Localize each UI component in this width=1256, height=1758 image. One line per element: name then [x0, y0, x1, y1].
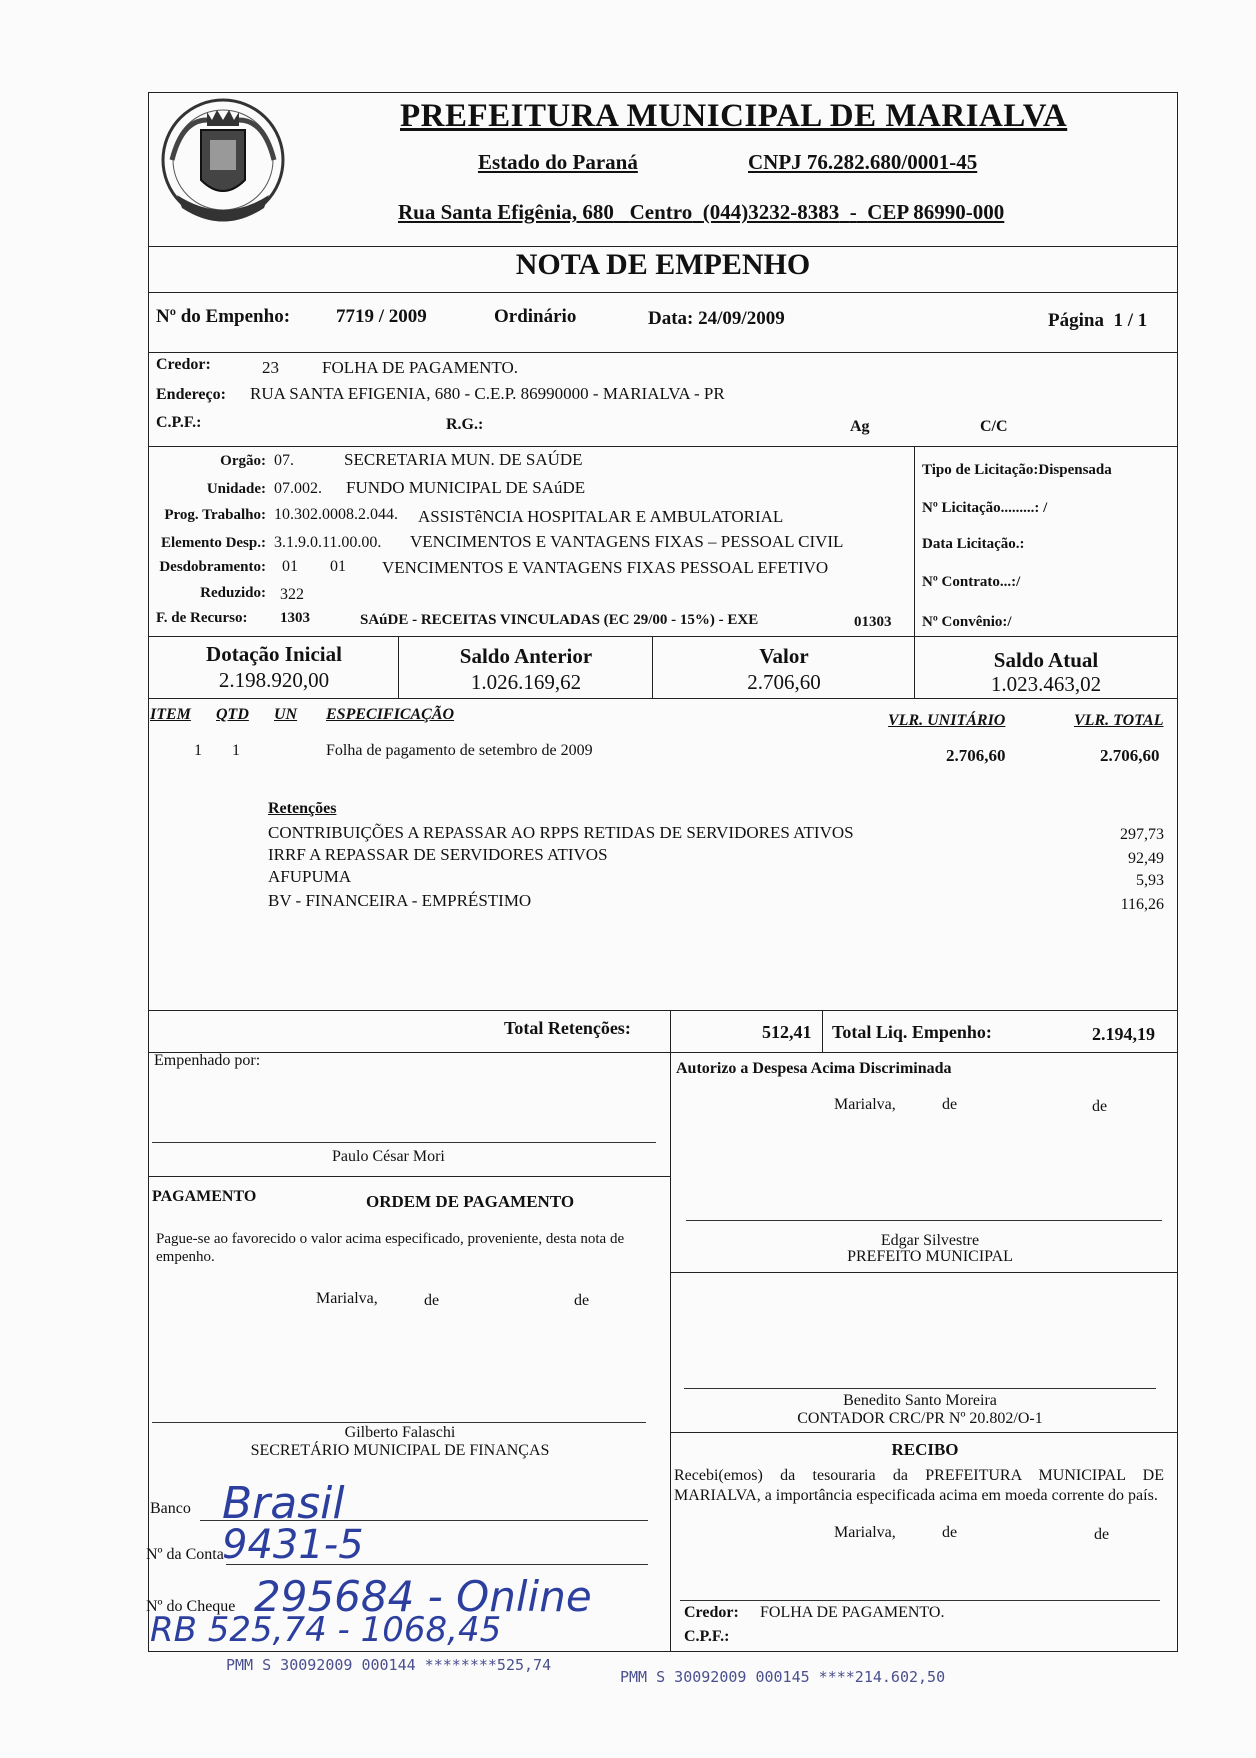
- valor-label: Valor: [759, 644, 809, 668]
- handwritten-note: RB 525,74 - 1068,45: [150, 1610, 502, 1650]
- pagamento-text: Pague-se ao favorecido o valor acima especificado, proveniente, desta nota de empenho.: [156, 1231, 625, 1265]
- divider: [148, 1176, 670, 1177]
- col-espec: ESPECIFICAÇÃO: [326, 706, 455, 723]
- prog: ASSISTêNCIA HOSPITALAR E AMBULATORIAL: [418, 507, 784, 526]
- divider: [914, 636, 915, 698]
- empenho-number: 7719 / 2009: [336, 306, 427, 327]
- prefeito-role: PREFEITO MUNICIPAL: [847, 1248, 1013, 1265]
- autorizo-de: de: [942, 1096, 958, 1113]
- cc-label: C/C: [980, 418, 1008, 435]
- unidade-code: 07.002.: [274, 480, 322, 497]
- fonte: SAúDE - RECEITAS VINCULADAS (EC 29/00 - 15%) - EXE: [360, 612, 759, 628]
- recibo-de: de: [942, 1524, 958, 1541]
- atual-label: Saldo Atual: [993, 648, 1099, 672]
- col-unit: VLR. UNITÁRIO: [888, 712, 1006, 729]
- banco-label: Banco: [150, 1500, 191, 1517]
- credor-code: 23: [262, 358, 279, 377]
- prefeito-name: Edgar Silvestre: [880, 1232, 980, 1249]
- credor-address: RUA SANTA EFIGENIA, 680 - C.E.P. 86990000 - MARIALVA - PR: [250, 384, 725, 403]
- address-label: Endereço:: [156, 386, 226, 403]
- elemento: VENCIMENTOS E VANTAGENS FIXAS – PESSOAL CIVIL: [410, 532, 844, 551]
- divider: [670, 1432, 1178, 1433]
- atual-value: 1.023.463,02: [990, 672, 1102, 696]
- divider: [148, 292, 1178, 293]
- cheque-value: 295684 - Online: [254, 1572, 592, 1621]
- secretario-role: SECRETÁRIO MUNICIPAL DE FINANÇAS: [250, 1442, 550, 1459]
- field-line: [200, 1520, 648, 1521]
- recibo-credor: FOLHA DE PAGAMENTO.: [760, 1604, 945, 1621]
- coat-of-arms: [152, 90, 294, 238]
- divider: [670, 1272, 1178, 1273]
- col-item: ITEM: [150, 706, 191, 723]
- rg-label: R.G.:: [446, 416, 484, 433]
- tipo-licitacao: Tipo de Licitação:Dispensada: [922, 462, 1112, 478]
- retencao-value: 92,49: [1128, 850, 1164, 867]
- contador-name: Benedito Santo Moreira: [843, 1392, 997, 1409]
- data-licitacao: Data Licitação.:: [922, 536, 1025, 552]
- orgao-label: Orgão:: [220, 453, 266, 469]
- divider: [670, 1010, 671, 1052]
- recibo-city: Marialva,: [834, 1524, 896, 1541]
- recibo-text: Recebi(emos) da tesouraria da PREFEITURA MUNICIPAL DE MARIALVA, a importância especificada acima em moeda corrente do país.: [674, 1467, 1164, 1504]
- recibo-cpf-label: C.P.F.:: [684, 1628, 730, 1645]
- elemento-label: Elemento Desp.:: [161, 535, 266, 551]
- retencao-value: 5,93: [1136, 872, 1164, 889]
- elemento-code: 3.1.9.0.11.00.00.: [274, 534, 382, 551]
- retencao-desc: CONTRIBUIÇÕES A REPASSAR AO RPPS RETIDAS DE SERVIDORES ATIVOS: [268, 823, 854, 842]
- orgao-code: 07.: [274, 452, 294, 469]
- col-qtd: QTD: [216, 706, 249, 723]
- unidade: FUNDO MUNICIPAL DE SAúDE: [346, 478, 586, 497]
- header-address: Rua Santa Efigênia, 680 Centro (044)3232-8383 - CEP 86990-000: [398, 200, 1005, 224]
- total-liquido-label: Total Liq. Empenho:: [832, 1022, 992, 1042]
- bank-stamp-left: PMM S 30092009 000144 ********525,74: [226, 1656, 552, 1674]
- prog-label: Prog. Trabalho:: [164, 507, 266, 523]
- dotacao-label: Dotação Inicial: [206, 642, 342, 666]
- desdobramento: VENCIMENTOS E VANTAGENS FIXAS PESSOAL EFETIVO: [382, 558, 829, 577]
- autorizo-label: Autorizo a Despesa Acima Discriminada: [676, 1060, 952, 1077]
- divider: [148, 1010, 1178, 1011]
- divider: [148, 246, 1178, 247]
- pagamento-de: de: [574, 1292, 590, 1309]
- col-un: UN: [274, 706, 298, 723]
- total-liquido-value: 2.194,19: [1092, 1024, 1155, 1044]
- divider: [148, 636, 1178, 637]
- empenho-date: Data: 24/09/2009: [648, 308, 785, 329]
- retencao-desc: AFUPUMA: [268, 867, 352, 886]
- valor-value: 2.706,60: [747, 670, 821, 694]
- unidade-label: Unidade:: [206, 481, 266, 497]
- autorizo-city: Marialva,: [834, 1096, 896, 1113]
- retencao-value: 297,73: [1120, 826, 1164, 843]
- autorizo-de: de: [1092, 1098, 1108, 1115]
- prog-code: 10.302.0008.2.044.: [274, 506, 398, 523]
- desdobramento-a: 01: [282, 558, 298, 575]
- bank-stamp-right: PMM S 30092009 000145 ****214.602,50: [620, 1668, 946, 1686]
- fonte-label: F. de Recurso:: [156, 610, 248, 626]
- pagamento-city: Marialva,: [316, 1290, 378, 1307]
- document-title: NOTA DE EMPENHO: [515, 248, 811, 281]
- field-line: [226, 1564, 648, 1565]
- retencoes-title: Retenções: [268, 800, 337, 817]
- anterior-value: 1.026.169,62: [470, 670, 582, 694]
- pagamento-label: PAGAMENTO: [152, 1188, 257, 1205]
- desdobramento-b: 01: [330, 558, 346, 575]
- ag-label: Ag: [850, 418, 870, 435]
- item-qtd: 1: [232, 742, 240, 759]
- numero-contrato: Nº Contrato...:/: [922, 574, 1021, 590]
- orgao: SECRETARIA MUN. DE SAÚDE: [344, 450, 583, 469]
- divider: [148, 446, 1178, 447]
- empenho-label: Nº do Empenho:: [156, 306, 291, 327]
- signature-line: [152, 1142, 656, 1143]
- credor-name: FOLHA DE PAGAMENTO.: [322, 358, 518, 377]
- total-retencoes-label: Total Retenções:: [504, 1018, 631, 1038]
- recibo-de: de: [1094, 1526, 1110, 1543]
- fonte-number: 01303: [854, 614, 892, 630]
- item-unit-value: 2.706,60: [946, 746, 1006, 765]
- divider: [398, 636, 399, 698]
- banco-value: Brasil: [222, 1478, 345, 1529]
- retencao-value: 116,26: [1120, 896, 1164, 913]
- col-total: VLR. TOTAL: [1074, 712, 1164, 729]
- numero-convenio: Nº Convênio:/: [922, 614, 1012, 630]
- empenhado-label: Empenhado por:: [154, 1052, 261, 1069]
- cpf-label: C.P.F.:: [156, 414, 202, 431]
- divider: [670, 1052, 671, 1652]
- item-number: 1: [194, 742, 202, 759]
- divider: [148, 1052, 1178, 1053]
- page-number: Página 1 / 1: [1048, 310, 1148, 331]
- recibo-credor-label: Credor:: [684, 1604, 739, 1621]
- desdobramento-label: Desdobramento:: [159, 559, 266, 575]
- dotacao-value: 2.198.920,00: [218, 668, 330, 692]
- ordem-pagamento: ORDEM DE PAGAMENTO: [366, 1192, 575, 1211]
- anterior-label: Saldo Anterior: [459, 644, 593, 668]
- item-total-value: 2.706,60: [1100, 746, 1160, 765]
- empenhado-name: Paulo César Mori: [332, 1148, 445, 1165]
- contador-role: CONTADOR CRC/PR Nº 20.802/O-1: [797, 1410, 1043, 1427]
- numero-licitacao: Nº Licitação.........: /: [922, 500, 1048, 516]
- retencao-desc: IRRF A REPASSAR DE SERVIDORES ATIVOS: [268, 845, 608, 864]
- secretario-name: Gilberto Falaschi: [344, 1424, 456, 1441]
- pagamento-de: de: [424, 1292, 440, 1309]
- reduzido-label: Reduzido:: [200, 585, 266, 601]
- divider: [652, 636, 653, 698]
- divider: [148, 698, 1178, 699]
- recibo-title: RECIBO: [891, 1440, 959, 1459]
- item-description: Folha de pagamento de setembro de 2009: [326, 742, 593, 759]
- reduzido: 322: [280, 586, 304, 603]
- signature-line: [152, 1422, 646, 1423]
- cheque-label: Nº do Cheque: [146, 1598, 236, 1615]
- signature-line: [680, 1600, 1160, 1601]
- header-state: Estado do Paraná: [478, 150, 638, 174]
- signature-line: [684, 1388, 1156, 1389]
- signature-line: [686, 1220, 1162, 1221]
- retencao-desc: BV - FINANCEIRA - EMPRÉSTIMO: [268, 891, 532, 910]
- conta-value: 9431-5: [222, 1522, 364, 1568]
- conta-label: Nº da Conta: [146, 1546, 224, 1563]
- divider: [822, 1010, 823, 1052]
- fonte-code: 1303: [280, 610, 310, 626]
- empenho-type: Ordinário: [494, 306, 577, 327]
- header-title: PREFEITURA MUNICIPAL DE MARIALVA: [400, 98, 1068, 134]
- total-retencoes-value: 512,41: [762, 1022, 812, 1042]
- divider: [148, 352, 1178, 353]
- divider: [914, 446, 915, 636]
- header-cnpj: CNPJ 76.282.680/0001-45: [748, 150, 978, 174]
- credor-label: Credor:: [156, 356, 211, 373]
